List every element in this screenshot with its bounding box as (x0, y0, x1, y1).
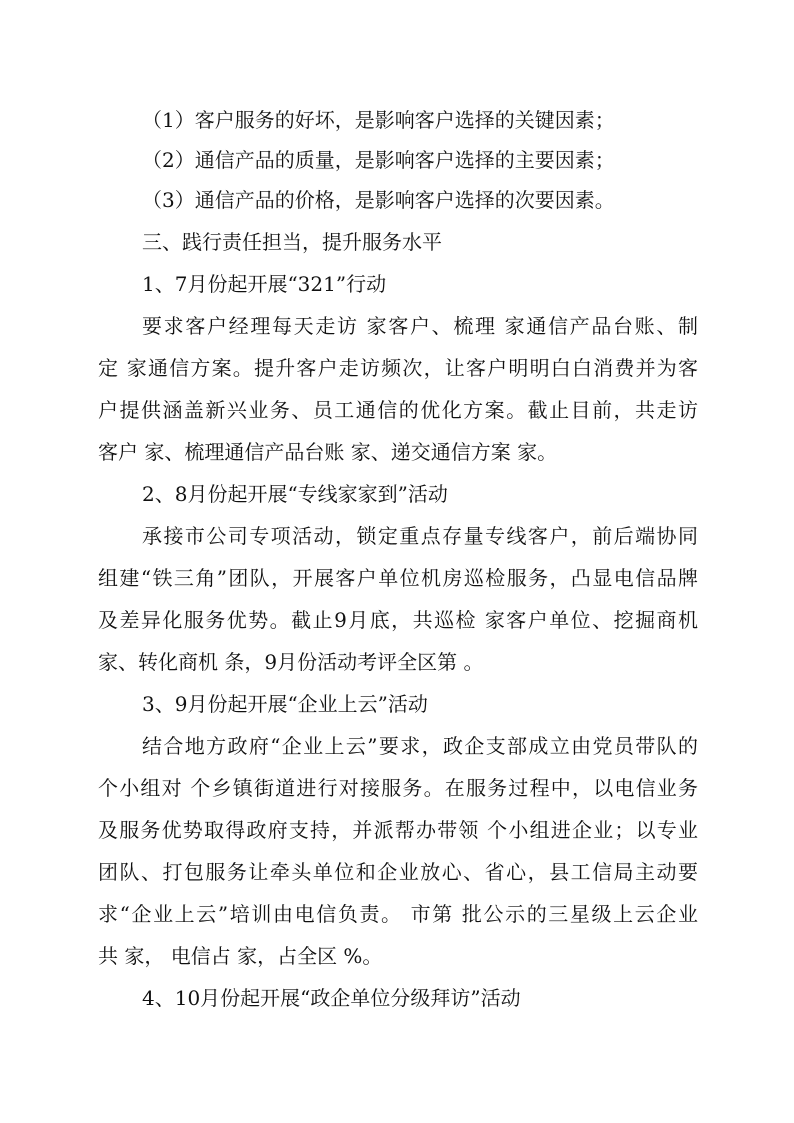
text-line: 客户 家、梳理通信产品台账 家、递交通信方案 家。 (98, 440, 558, 464)
text-line: （3）通信产品的价格，是影响客户选择的次要因素。 (142, 188, 615, 212)
text-line: 要求客户经理每天走访 家客户、梳理 家通信产品台账、制 (142, 314, 698, 338)
text-line: （2）通信产品的质量，是影响客户选择的主要因素； (142, 148, 615, 172)
text-line: 及差异化服务优势。截止9月底，共巡检 家客户单位、挖掘商机 (98, 608, 698, 632)
text-line: 及服务优势取得政府支持，并派帮办带领 个小组进企业；以专业 (98, 818, 698, 842)
text-line: 求“企业上云”培训由电信负责。 市第 批公示的三星级上云企业 (98, 902, 698, 926)
text-line: 家、转化商机 条，9月份活动考评全区第 。 (98, 650, 484, 674)
text-line: 组建“铁三角”团队，开展客户单位机房巡检服务，凸显电信品牌 (98, 566, 698, 590)
text-line: 个小组对 个乡镇街道进行对接服务。在服务过程中，以电信业务 (98, 776, 698, 800)
subsection-heading: 4、10月份起开展“政企单位分级拜访”活动 (142, 986, 521, 1010)
text-line: 户提供涵盖新兴业务、员工通信的优化方案。截止目前，共走访 (98, 398, 698, 422)
text-line: 定 家通信方案。提升客户走访频次，让客户明明白白消费并为客 (98, 356, 698, 380)
subsection-heading: 2、8月份起开展“专线家家到”活动 (142, 482, 448, 506)
text-line: 共 家， 电信占 家，占全区 %。 (98, 944, 383, 968)
text-line: 结合地方政府“企业上云”要求，政企支部成立由党员带队的 (142, 734, 698, 758)
subsection-heading: 1、7月份起开展“321”行动 (142, 272, 387, 296)
text-line: 团队、打包服务让牵头单位和企业放心、省心，县工信局主动要 (98, 860, 698, 884)
text-line: （1）客户服务的好坏，是影响客户选择的关键因素； (142, 108, 615, 132)
text-line: 承接市公司专项活动，锁定重点存量专线客户，前后端协同 (142, 524, 698, 548)
section-heading: 三、践行责任担当，提升服务水平 (142, 230, 442, 254)
subsection-heading: 3、9月份起开展“企业上云”活动 (142, 692, 428, 716)
